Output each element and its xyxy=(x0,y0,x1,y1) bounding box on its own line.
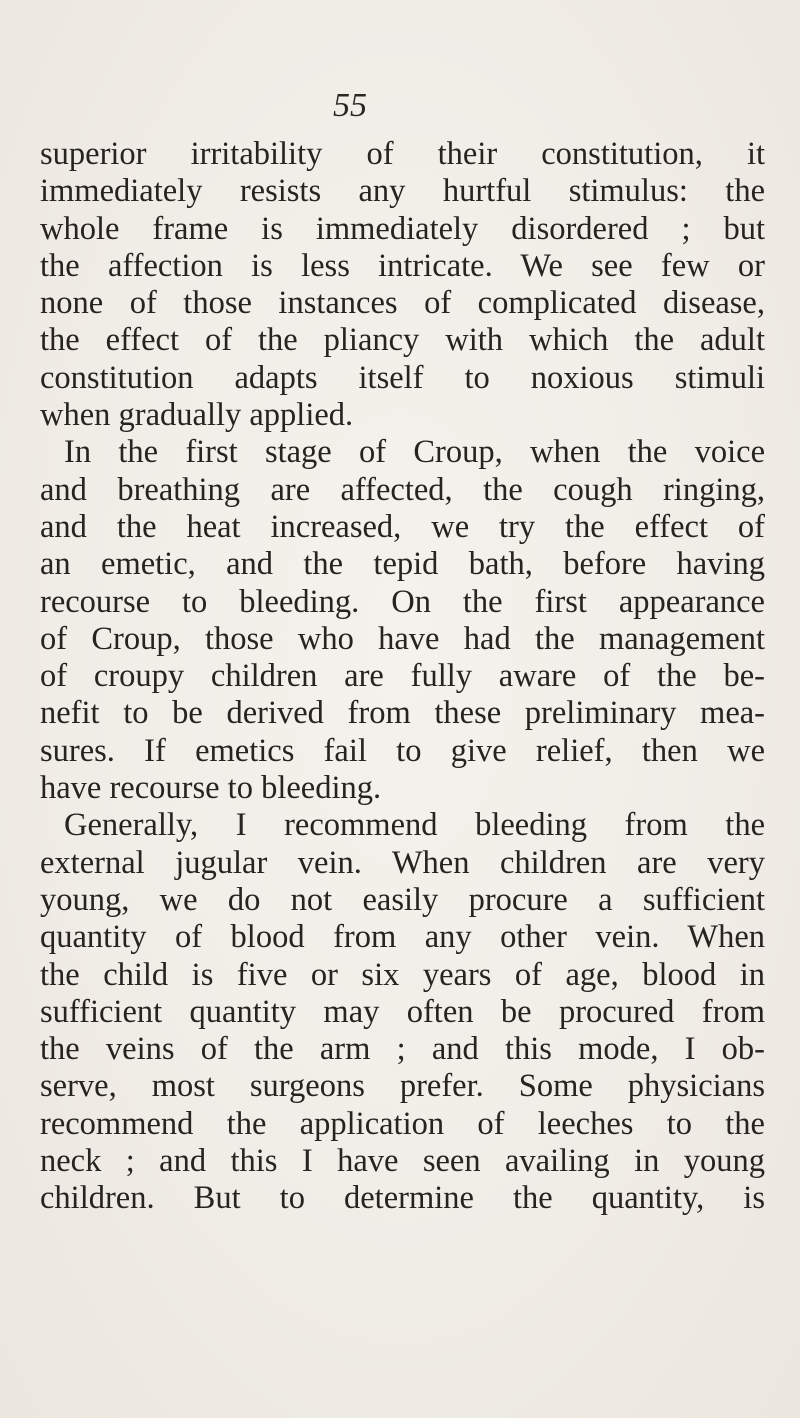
text-line: children. But to determine the quantity, is xyxy=(40,1180,765,1217)
page-number: 55 xyxy=(333,87,367,124)
text-line: recommend the application of leeches to the xyxy=(40,1105,765,1142)
text-line: none of those instances of complicated disease, xyxy=(40,285,765,322)
text-line: superior irritability of their constitution, it xyxy=(40,136,765,172)
text-line: of Croup, those who have had the management xyxy=(40,620,765,657)
text-line: immediately resists any hurtful stimulus: the xyxy=(40,173,765,210)
text-line: when gradually applied. xyxy=(40,397,354,434)
text-line: quantity of blood from any other vein. When xyxy=(40,919,765,956)
text-line: young, we do not easily procure a sufficient xyxy=(40,881,765,918)
body-text xyxy=(40,136,765,1218)
text-line: constitution adapts itself to noxious stimuli xyxy=(40,359,765,396)
text-line: an emetic, and the tepid bath, before having xyxy=(40,546,765,583)
text-line: the affection is less intricate. We see few or xyxy=(40,247,765,284)
text-line: the child is five or six years of age, blood in xyxy=(40,956,765,993)
text-line: nefit to be derived from these preliminary mea- xyxy=(40,695,765,732)
text-line: the effect of the pliancy with which the adult xyxy=(40,322,765,359)
text-line: and the heat increased, we try the effect of xyxy=(40,508,765,545)
text-line: Generally, I recommend bleeding from the xyxy=(64,807,765,844)
text-line: have recourse to bleeding. xyxy=(40,770,382,807)
text-line: neck ; and this I have seen availing in young xyxy=(40,1143,765,1180)
text-line: of croupy children are fully aware of the be- xyxy=(40,658,765,695)
text-line: serve, most surgeons prefer. Some physicians xyxy=(40,1068,765,1105)
text-line: external jugular vein. When children are very xyxy=(40,844,765,881)
text-line: whole frame is immediately disordered ; but xyxy=(40,210,765,247)
text-line: recourse to bleeding. On the first appearance xyxy=(40,583,765,620)
text-line: sufficient quantity may often be procured from xyxy=(40,993,765,1030)
text-line: sures. If emetics fail to give relief, then we xyxy=(40,732,765,769)
text-line: and breathing are affected, the cough ringing, xyxy=(40,471,765,508)
text-line: the veins of the arm ; and this mode, I ob- xyxy=(40,1031,765,1068)
text-line: In the first stage of Croup, when the voice xyxy=(64,434,765,471)
